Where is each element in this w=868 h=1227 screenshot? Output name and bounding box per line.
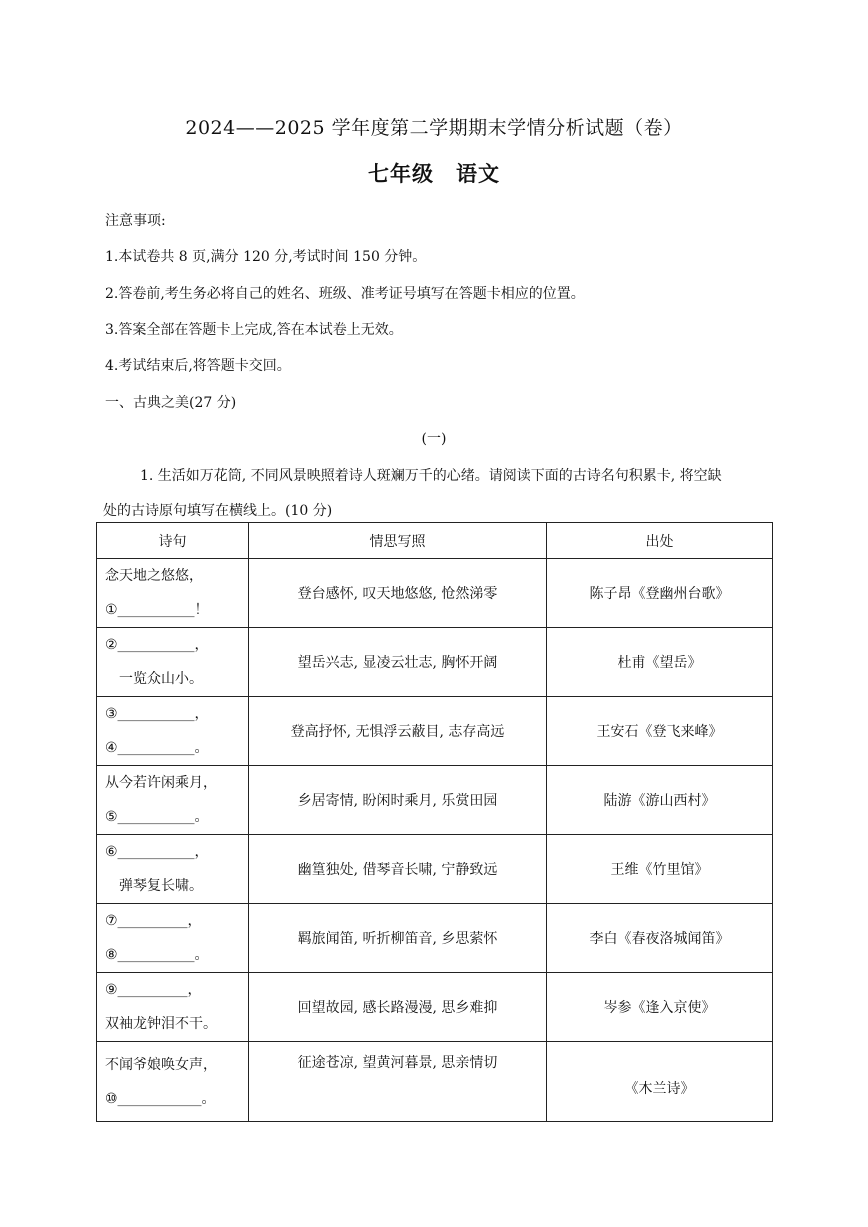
- source-cell: 李白《春夜洛城闻笛》: [547, 904, 773, 973]
- question-text-line2: 处的古诗原句填写在横线上。(10 分): [103, 503, 333, 519]
- poem-line: 不闻爷娘唤女声，: [105, 1056, 217, 1073]
- emotion-cell: 登高抒怀, 无惧浮云蔽目, 志存高远: [249, 697, 547, 766]
- poem-line: ⑤___________。: [105, 809, 209, 825]
- poem-cell: [97, 1042, 249, 1122]
- header-emotion: 情思写照: [249, 523, 547, 559]
- source-cell: 陈子昂《登幽州台歌》: [547, 559, 773, 628]
- poem-line: ①___________！: [105, 602, 209, 618]
- poem-cell: [97, 973, 249, 1042]
- exam-title: 2024——2025 学年度第二学期期末学情分析试题（卷）: [185, 117, 683, 139]
- notice-item-1: 1.本试卷共 8 页,满分 120 分,考试时间 150 分钟。: [105, 249, 427, 265]
- poem-line: ⑩____________。: [105, 1090, 216, 1107]
- source-cell: 王维《竹里馆》: [547, 835, 773, 904]
- emotion-cell: 登台感怀, 叹天地悠悠, 怆然涕零: [249, 559, 547, 628]
- poem-line: ⑧___________。: [105, 947, 209, 963]
- notice-item-3: 3.答案全部在答题卡上完成,答在本试卷上无效。: [105, 322, 403, 338]
- table-row: [97, 628, 773, 697]
- poem-cell: [97, 766, 249, 835]
- grade-label: 七年级: [368, 161, 434, 186]
- notice-item-4: 4.考试结束后,将答题卡交回。: [105, 358, 291, 374]
- question-text-line1: 1. 生活如万花筒, 不同风景映照着诗人斑斓万千的心绪。请阅读下面的古诗名句积累卡, 将空缺: [140, 468, 722, 484]
- emotion-cell: 乡居寄情, 盼闲时乘月, 乐赏田园: [249, 766, 547, 835]
- source-cell: 陆游《游山西村》: [547, 766, 773, 835]
- poem-line: 一览众山小。: [119, 671, 203, 687]
- poem-cell: [97, 835, 249, 904]
- table-row: [97, 766, 773, 835]
- poem-line: ⑦__________，: [105, 913, 202, 929]
- poem-cell: [97, 628, 249, 697]
- poem-table: [96, 522, 773, 1122]
- table-header-row: [97, 523, 773, 559]
- poem-line: 念天地之悠悠，: [105, 568, 203, 584]
- table-row: [97, 697, 773, 766]
- source-cell: 杜甫《望岳》: [547, 628, 773, 697]
- table-row: [97, 904, 773, 973]
- header-source: 出处: [547, 523, 773, 559]
- notice-heading: 注意事项:: [105, 213, 166, 229]
- source-cell: 岑参《逢入京使》: [547, 973, 773, 1042]
- poem-cell: [97, 559, 249, 628]
- poem-line: 双袖龙钟泪不干。: [105, 1016, 217, 1032]
- table-row: [97, 559, 773, 628]
- source-cell: 《木兰诗》: [547, 1042, 773, 1122]
- emotion-cell: 幽篁独处, 借琴音长啸, 宁静致远: [249, 835, 547, 904]
- poem-line: 从今若许闲乘月，: [105, 775, 217, 791]
- emotion-cell: 回望故园, 感长路漫漫, 思乡难抑: [249, 973, 547, 1042]
- poem-line: ⑥___________，: [105, 844, 209, 860]
- emotion-cell: 望岳兴志, 显凌云壮志, 胸怀开阔: [249, 628, 547, 697]
- poem-line: ⑨__________，: [105, 982, 202, 998]
- poem-line: ④___________。: [105, 740, 209, 756]
- table-row: [97, 1042, 773, 1122]
- poem-line: ③___________，: [105, 706, 209, 722]
- table-row: [97, 973, 773, 1042]
- emotion-cell: 征途苍凉, 望黄河暮景, 思亲情切: [249, 1042, 547, 1122]
- header-poem: 诗句: [97, 523, 249, 559]
- poem-line: 弹琴复长啸。: [119, 878, 203, 894]
- poem-cell: [97, 697, 249, 766]
- subject-label: 语文: [456, 161, 500, 186]
- emotion-cell: 羁旅闻笛, 听折柳笛音, 乡思萦怀: [249, 904, 547, 973]
- section-title: 一、古典之美(27 分): [105, 395, 237, 411]
- exam-subtitle: [0, 158, 868, 188]
- poem-cell: [97, 904, 249, 973]
- subsection-label: (一): [421, 431, 447, 447]
- poem-line: ②___________，: [105, 637, 209, 653]
- table-row: [97, 835, 773, 904]
- source-cell: 王安石《登飞来峰》: [547, 697, 773, 766]
- notice-item-2: 2.答卷前,考生务必将自己的姓名、班级、准考证号填写在答题卡相应的位置。: [105, 286, 585, 302]
